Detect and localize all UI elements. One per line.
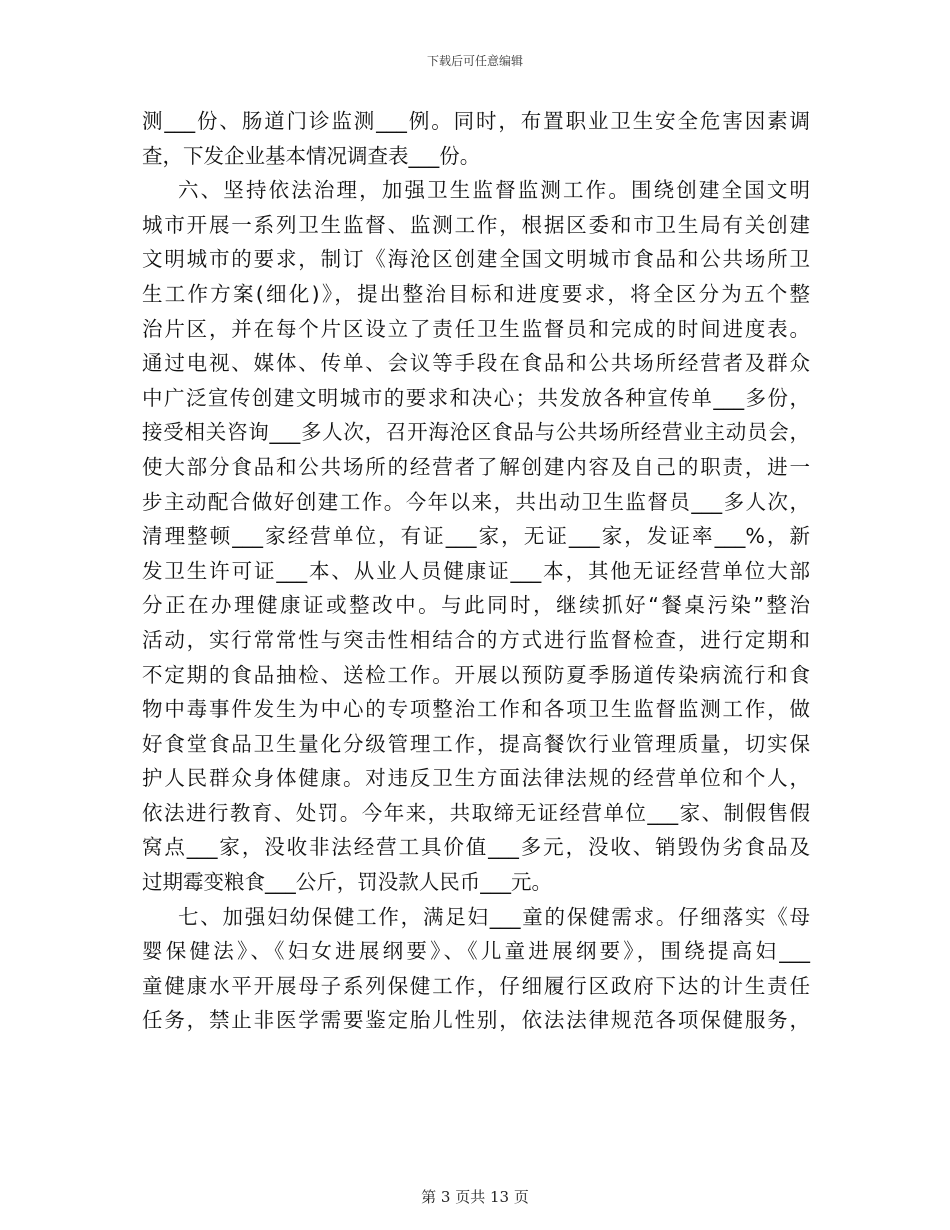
page-number: 第 3 页共 13 页	[421, 1188, 529, 1206]
text-line: 窝点___家，没收非法经营工具价值___多元，没收、销毁伪劣食品及	[142, 835, 810, 860]
text-line: 清理整顿___家经营单位，有证___家，无证___家，发证率___%，新	[142, 524, 810, 549]
text-line: 步主动配合做好创建工作。今年以来，共出动卫生监督员___多人次，	[142, 489, 810, 514]
page-header: 下载后可任意编辑	[426, 54, 523, 68]
text-line: 查，下发企业基本情况调查表___份。	[142, 143, 481, 168]
text-line: 不定期的食品抽检、送检工作。开展以预防夏季肠道传染病流行和食	[142, 662, 810, 687]
text-line: 接受相关咨询___多人次，召开海沧区食品与公共场所经营业主动员会，	[142, 420, 810, 445]
text-line: 婴保健法》、《妇女进展纲要》、《儿童进展纲要》，围绕提高妇___	[142, 939, 810, 964]
text-line: 过期霉变粮食___公斤，罚没款人民币___元。	[142, 870, 552, 895]
text-line: 治片区，并在每个片区设立了责任卫生监督员和完成的时间进度表。	[142, 316, 810, 341]
text-line: 护人民群众身体健康。对违反卫生方面法律法规的经营单位和个人，	[142, 766, 810, 791]
text-line: 生工作方案(细化)》，提出整治目标和进度要求，将全区分为五个整	[142, 281, 810, 306]
text-line: 物中毒事件发生为中心的专项整治工作和各项卫生监督监测工作，做	[142, 697, 810, 722]
text-line: 童健康水平开展母子系列保健工作，仔细履行区政府下达的计生责任	[142, 973, 810, 998]
text-line: 七、加强妇幼保健工作，满足妇___童的保健需求。仔细落实《母	[178, 904, 810, 929]
text-line: 城市开展一系列卫生监督、监测工作，根据区委和市卫生局有关创建	[142, 212, 810, 237]
document-body	[142, 104, 810, 1038]
text-line: 六、坚持依法治理，加强卫生监督监测工作。围绕创建全国文明	[178, 178, 810, 203]
text-line: 通过电视、媒体、传单、会议等手段在食品和公共场所经营者及群众	[142, 351, 810, 376]
text-line: 文明城市的要求，制订《海沧区创建全国文明城市食品和公共场所卫	[142, 247, 810, 272]
text-line: 分正在办理健康证或整改中。与此同时，继续抓好“餐桌污染”整治	[142, 593, 810, 618]
text-line: 中广泛宣传创建文明城市的要求和决心；共发放各种宣传单___多份，	[142, 385, 810, 410]
text-line: 测___份、肠道门诊监测___例。同时，布置职业卫生安全危害因素调	[142, 109, 810, 133]
text-line: 好食堂食品卫生量化分级管理工作，提高餐饮行业管理质量，切实保	[142, 731, 810, 756]
text-line: 活动，实行常常性与突击性相结合的方式进行监督检查，进行定期和	[142, 627, 810, 652]
text-line: 任务，禁止非医学需要鉴定胎儿性别，依法法律规范各项保健服务，	[142, 1008, 810, 1033]
text-line: 使大部分食品和公共场所的经营者了解创建内容及自己的职责，进一	[142, 454, 810, 479]
text-line: 发卫生许可证___本、从业人员健康证___本，其他无证经营单位大部	[142, 558, 810, 583]
text-line: 依法进行教育、处罚。今年来，共取缔无证经营单位___家、制假售假	[142, 800, 810, 825]
